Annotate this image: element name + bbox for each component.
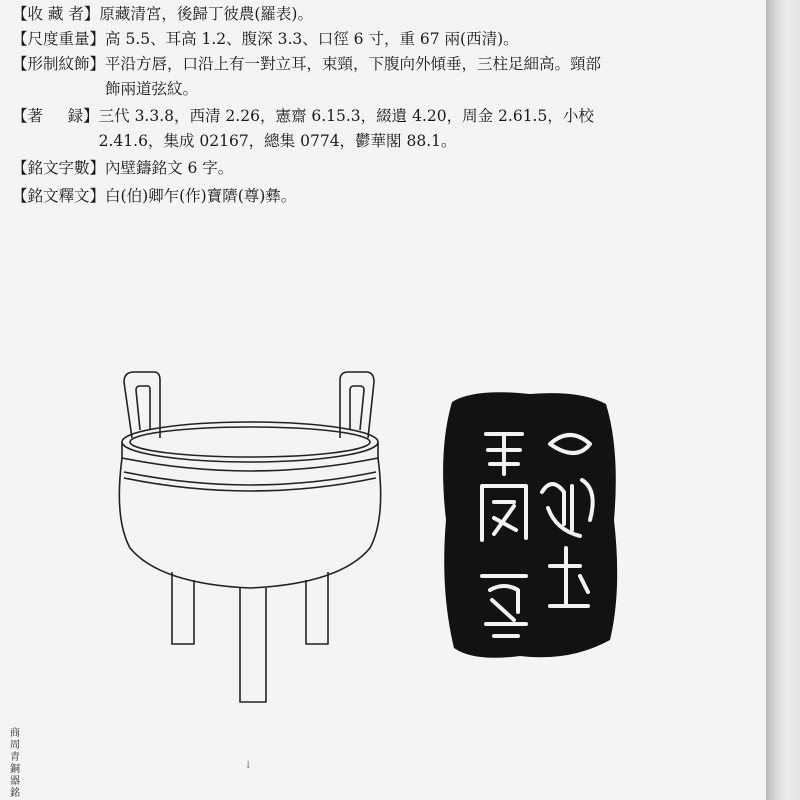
- field-value: 原藏清宮，後歸丁彼農(羅表)。: [99, 5, 313, 23]
- inscription-rubbing: [430, 380, 630, 670]
- field-value: 白(伯)卿乍(作)寶隮(尊)彝。: [105, 187, 297, 205]
- field-value: 三代 3.3.8，西清 2.26，憲齋 6.15.3，綴遺 4.20，周金 2.61.5，小校 2.41.6，集成 02167，總集 0774，鬱華閣 88.1。: [98, 107, 594, 150]
- page-edge-shadow: [766, 0, 800, 800]
- running-title: 商周青銅器銘: [10, 728, 20, 799]
- field-dimensions: [12, 27, 702, 52]
- page-mark: ↓: [244, 760, 253, 771]
- field-value: 內壁鑄銘文 6 字。: [105, 159, 234, 177]
- field-label: 【銘文釋文】: [12, 187, 106, 205]
- field-bibliography: [12, 104, 702, 154]
- field-character-count: [12, 156, 702, 181]
- field-label: 【收 藏 者】: [12, 5, 100, 23]
- field-label: 【著 録】: [12, 107, 99, 125]
- field-value: 高 5.5、耳高 1.2、腹深 3.3、口徑 6 寸，重 67 兩(西清)。: [105, 30, 519, 48]
- ding-vessel-drawing: [110, 358, 390, 708]
- field-value: 平沿方唇，口沿上有一對立耳，束頸，下腹向外傾垂，三柱足細高。頸部 飾兩道弦紋。: [105, 55, 602, 98]
- field-label: 【銘文字數】: [12, 159, 106, 177]
- field-transcription: [12, 184, 702, 209]
- field-label: 【尺度重量】: [12, 30, 106, 48]
- field-form-decoration: [12, 52, 702, 102]
- field-collector: [12, 2, 702, 27]
- field-label: 【形制紋飾】: [12, 55, 106, 73]
